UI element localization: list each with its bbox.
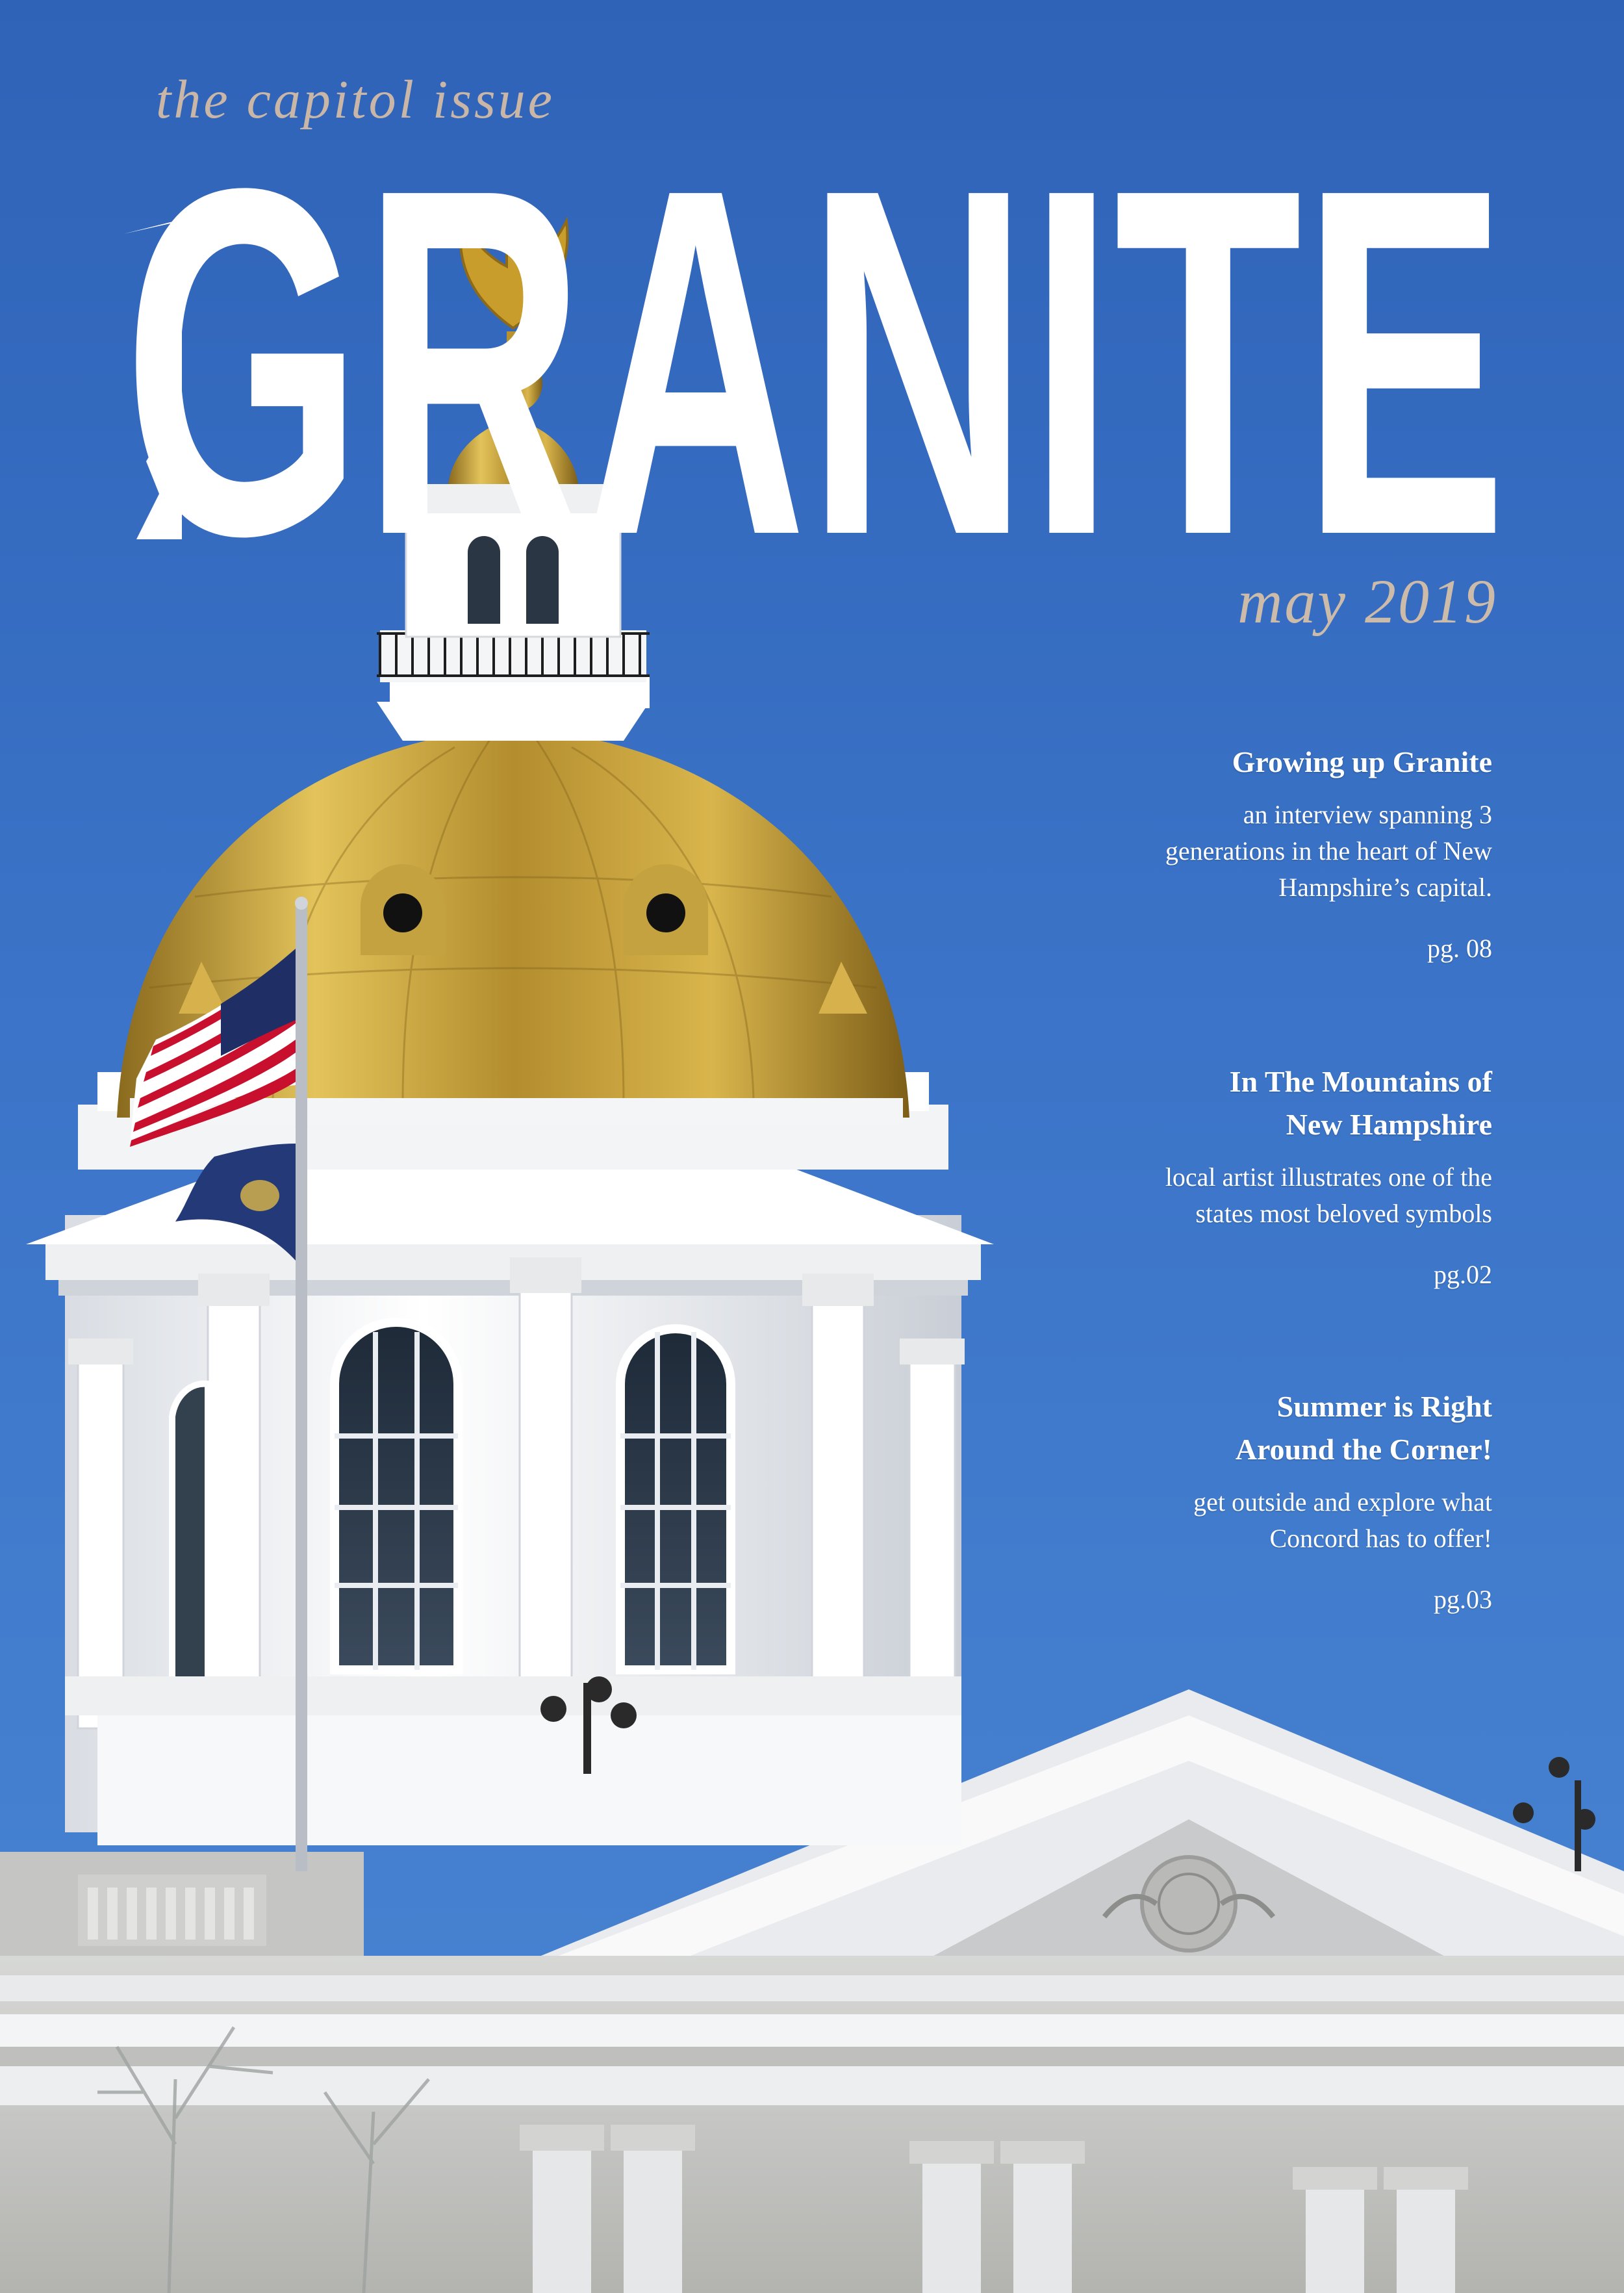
arched-window (335, 1322, 458, 1670)
arched-window (620, 1329, 731, 1670)
story-page-number: pg.03 (1434, 1585, 1492, 1614)
masthead-text: GRANITE (123, 104, 1507, 572)
story-description: get outside and explore what Concord has to offer! (1193, 1487, 1492, 1553)
flagpole-icon (295, 897, 308, 1871)
dormer-window (361, 864, 445, 955)
balustrade (78, 1875, 266, 1946)
cover-story-summer[interactable] (1024, 1385, 1492, 1618)
story-page-number: pg.02 (1434, 1260, 1492, 1289)
dormer-window (624, 864, 708, 955)
arched-window (172, 1384, 208, 1683)
story-title: In The Mountains of New Hampshire (1229, 1065, 1492, 1141)
cover-story-growing-up-granite[interactable] (1024, 741, 1492, 967)
story-title: Growing up Granite (1232, 745, 1492, 778)
cover-story-mountains[interactable] (1024, 1060, 1492, 1293)
story-title: Summer is Right Around the Corner! (1235, 1390, 1492, 1466)
issue-kicker: the capitol issue (156, 70, 555, 130)
story-description: local artist illustrates one of the states most beloved symbols (1165, 1162, 1492, 1228)
issue-date: may 2019 (1237, 567, 1497, 636)
masthead-title (123, 104, 1507, 572)
story-page-number: pg. 08 (1427, 934, 1492, 963)
story-description: an interview spanning 3 generations in the heart of New Hampshire’s capital. (1165, 800, 1492, 902)
